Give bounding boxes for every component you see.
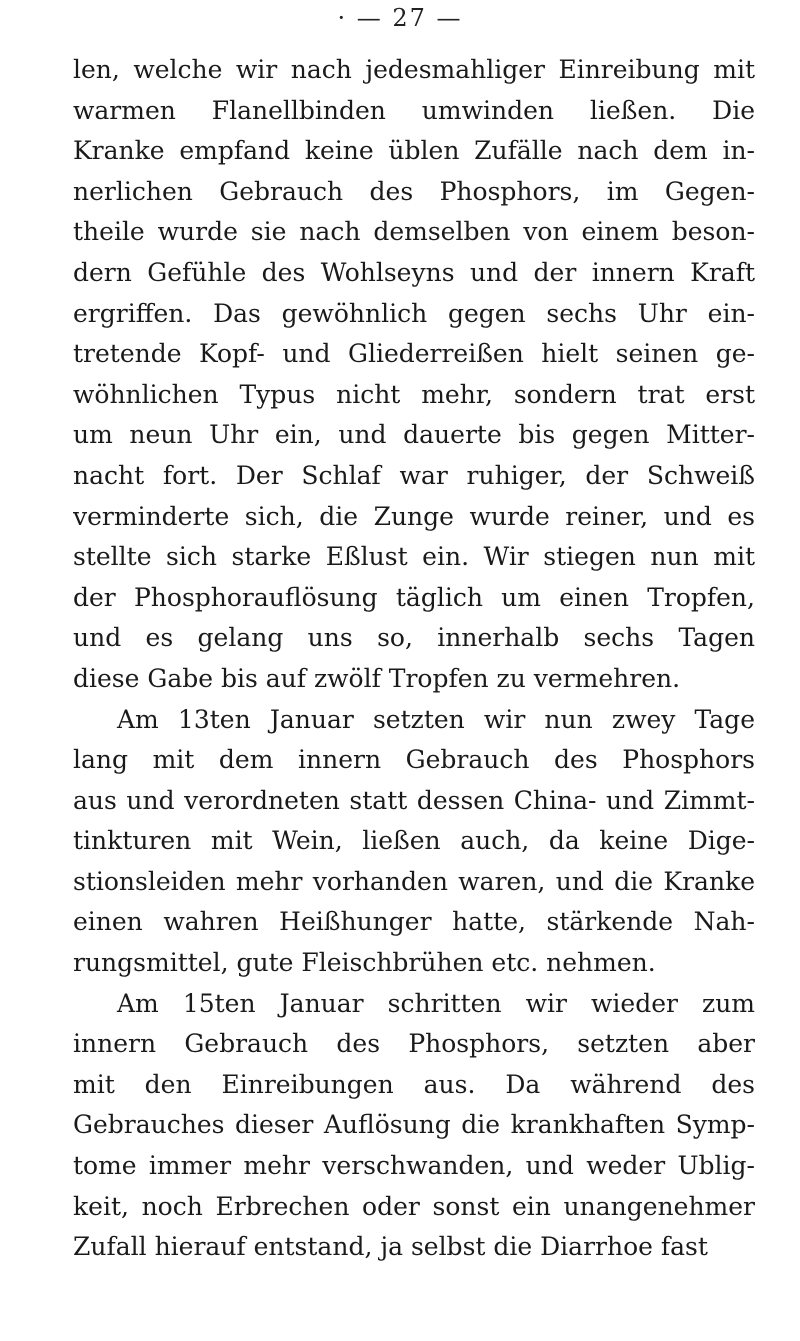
text-line: stionsleiden mehr vorhanden waren, und die Kranke [73, 866, 755, 896]
text-line: Am 13ten Januar setzten wir nun zwey Tage [117, 704, 755, 734]
text-line: verminderte sich, die Zunge wurde reiner, und es [73, 501, 755, 531]
text-line: Kranke empfand keine üblen Zufälle nach dem in- [73, 136, 755, 166]
text-line: ergriffen. Das gewöhnlich gegen sechs Uhr ein- [73, 298, 755, 328]
text-line: diese Gabe bis auf zwölf Tropfen zu vermehren. [73, 663, 681, 693]
text-line: nerlichen Gebrauch des Phosphors, im Gegen- [73, 176, 755, 206]
text-line: nacht fort. Der Schlaf war ruhiger, der Schweiß [73, 460, 755, 490]
text-line: einen wahren Heißhunger hatte, stärkende Nah- [73, 907, 755, 937]
text-line: tretende Kopf- und Gliederreißen hielt seinen ge- [73, 339, 755, 369]
text-line: lang mit dem innern Gebrauch des Phosphors [73, 745, 755, 775]
text-line: warmen Flanellbinden umwinden ließen. Die [73, 95, 755, 125]
text-line: und es gelang uns so, innerhalb sechs Tagen [73, 623, 755, 653]
text-line: dern Gefühle des Wohlseyns und der innern Kraft [73, 257, 755, 287]
text-line: keit, noch Erbrechen oder sonst ein unangenehmer [73, 1191, 755, 1221]
text-line: mit den Einreibungen aus. Da während des [73, 1069, 755, 1099]
text-line: um neun Uhr ein, und dauerte bis gegen Mitter- [73, 420, 755, 450]
text-line: wöhnlichen Typus nicht mehr, sondern trat erst [73, 379, 755, 409]
text-line: Am 15ten Januar schritten wir wieder zum [117, 988, 755, 1018]
text-line: aus und verordneten statt dessen China- und Zimmt- [73, 785, 755, 815]
text-line: Zufall hierauf entstand, ja selbst die Diarrhoe fast [73, 1232, 708, 1262]
text-line: rungsmittel, gute Fleischbrühen etc. nehmen. [73, 948, 656, 978]
text-line: tome immer mehr verschwanden, und weder Ublig- [73, 1151, 755, 1181]
text-line: theile wurde sie nach demselben von einem beson- [73, 217, 755, 247]
text-line: Gebrauches dieser Auflösung die krankhaften Symp- [73, 1110, 755, 1140]
text-line: tinkturen mit Wein, ließen auch, da keine Dige- [73, 826, 755, 856]
body-text [73, 50, 755, 1268]
text-line: der Phosphorauflösung täglich um einen Tropfen, [73, 582, 755, 612]
page-number: · — 27 — [337, 4, 463, 32]
text-line: innern Gebrauch des Phosphors, setzten aber [73, 1029, 755, 1059]
text-line: stellte sich starke Eßlust ein. Wir stiegen nun mit [73, 542, 755, 572]
text-line: len, welche wir nach jedesmahliger Einreibung mit [73, 55, 755, 84]
